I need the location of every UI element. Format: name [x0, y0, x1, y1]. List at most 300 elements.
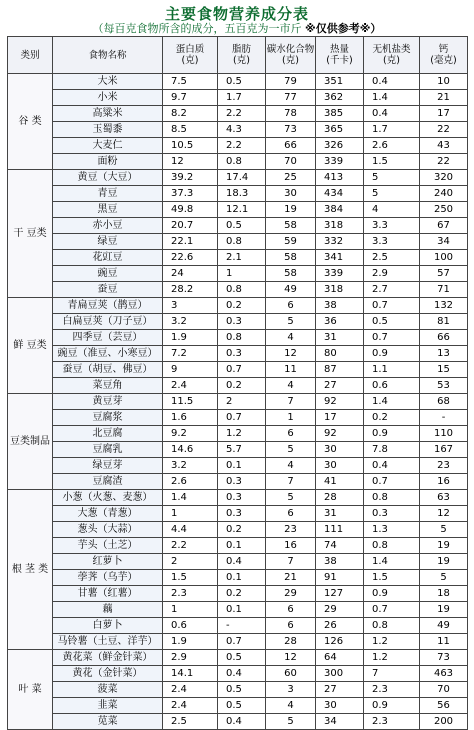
table-row	[8, 602, 468, 618]
value-cell: 384	[316, 202, 364, 218]
value-cell: 2.5	[364, 250, 420, 266]
value-cell: 38	[316, 554, 364, 570]
food-name-cell: 甘薯（红薯）	[53, 586, 163, 602]
value-cell: 0.1	[218, 602, 266, 618]
table-row	[8, 266, 468, 282]
value-cell: 30	[316, 698, 364, 714]
value-cell: 66	[420, 330, 468, 346]
value-cell: 12	[163, 154, 218, 170]
food-name-cell: 韭菜	[53, 698, 163, 714]
value-cell: 341	[316, 250, 364, 266]
value-cell: 22.1	[163, 234, 218, 250]
value-cell: 1.6	[163, 410, 218, 426]
value-cell: 77	[266, 90, 316, 106]
food-name-cell: 藕	[53, 602, 163, 618]
value-cell: 19	[420, 602, 468, 618]
value-cell: 14.6	[163, 442, 218, 458]
column-header: 热量 (千卡)	[316, 37, 364, 74]
value-cell: 22	[420, 122, 468, 138]
value-cell: 339	[316, 154, 364, 170]
value-cell: 12	[266, 650, 316, 666]
food-name-cell: 大米	[53, 74, 163, 90]
value-cell: 2.6	[364, 138, 420, 154]
value-cell: 25	[266, 170, 316, 186]
food-name-cell: 面粉	[53, 154, 163, 170]
value-cell: 73	[266, 122, 316, 138]
food-name-cell: 黄豆芽	[53, 394, 163, 410]
category-cell: 干 豆类	[8, 170, 53, 298]
value-cell: 4	[364, 202, 420, 218]
food-name-cell: 花豇豆	[53, 250, 163, 266]
value-cell: 20.7	[163, 218, 218, 234]
value-cell: 3.2	[163, 458, 218, 474]
value-cell: 318	[316, 218, 364, 234]
value-cell: 2.9	[163, 650, 218, 666]
value-cell: 24	[163, 266, 218, 282]
value-cell: 12	[420, 506, 468, 522]
value-cell: 22	[420, 154, 468, 170]
value-cell: 0.9	[364, 346, 420, 362]
value-cell: 19	[266, 202, 316, 218]
value-cell: -	[218, 618, 266, 634]
value-cell: 8.5	[163, 122, 218, 138]
food-name-cell: 豌豆（准豆、小寒豆）	[53, 346, 163, 362]
value-cell: 2.3	[364, 682, 420, 698]
column-header: 碳水化合物 (克)	[266, 37, 316, 74]
value-cell: 2.5	[163, 714, 218, 730]
food-name-cell: 北豆腐	[53, 426, 163, 442]
value-cell: 0.3	[218, 490, 266, 506]
food-name-cell: 黑豆	[53, 202, 163, 218]
food-name-cell: 苋菜	[53, 714, 163, 730]
value-cell: 11.5	[163, 394, 218, 410]
table-row	[8, 458, 468, 474]
value-cell: 23	[420, 458, 468, 474]
value-cell: 73	[420, 650, 468, 666]
table-row	[8, 154, 468, 170]
value-cell: 4	[266, 698, 316, 714]
table-row	[8, 570, 468, 586]
table-row	[8, 538, 468, 554]
value-cell: 38	[316, 298, 364, 314]
value-cell: 7	[266, 474, 316, 490]
food-name-cell: 菜豆角	[53, 378, 163, 394]
value-cell: 9.2	[163, 426, 218, 442]
food-name-cell: 蚕豆（胡豆、佛豆）	[53, 362, 163, 378]
value-cell: 37.3	[163, 186, 218, 202]
value-cell: 385	[316, 106, 364, 122]
table-row	[8, 234, 468, 250]
value-cell: 0.7	[364, 474, 420, 490]
table-row	[8, 586, 468, 602]
value-cell: 70	[420, 682, 468, 698]
value-cell: 6	[266, 506, 316, 522]
value-cell: 0.1	[218, 538, 266, 554]
value-cell: 64	[316, 650, 364, 666]
value-cell: 127	[316, 586, 364, 602]
value-cell: 1.9	[163, 330, 218, 346]
table-row	[8, 106, 468, 122]
value-cell: 339	[316, 266, 364, 282]
food-name-cell: 青豆	[53, 186, 163, 202]
value-cell: 434	[316, 186, 364, 202]
value-cell: 9	[163, 362, 218, 378]
value-cell: 68	[420, 394, 468, 410]
food-name-cell: 菠菜	[53, 682, 163, 698]
value-cell: 240	[420, 186, 468, 202]
value-cell: 167	[420, 442, 468, 458]
value-cell: 17	[316, 410, 364, 426]
value-cell: 21	[266, 570, 316, 586]
value-cell: 43	[420, 138, 468, 154]
value-cell: 0.8	[218, 330, 266, 346]
food-name-cell: 黄豆（大豆）	[53, 170, 163, 186]
value-cell: 26	[316, 618, 364, 634]
value-cell: 16	[420, 474, 468, 490]
table-row	[8, 522, 468, 538]
value-cell: 2.4	[163, 682, 218, 698]
table-row	[8, 506, 468, 522]
food-name-cell: 葱头（大蒜）	[53, 522, 163, 538]
value-cell: 362	[316, 90, 364, 106]
header-row	[8, 37, 468, 74]
value-cell: 19	[420, 538, 468, 554]
value-cell: 7	[266, 554, 316, 570]
food-name-cell: 小葱（火葱、麦葱）	[53, 490, 163, 506]
value-cell: 1.3	[364, 522, 420, 538]
value-cell: 0.8	[364, 490, 420, 506]
table-row	[8, 362, 468, 378]
value-cell: 81	[420, 314, 468, 330]
value-cell: 0.2	[218, 522, 266, 538]
table-row	[8, 714, 468, 730]
table-body	[8, 74, 468, 730]
value-cell: 110	[420, 426, 468, 442]
value-cell: 0.9	[364, 426, 420, 442]
column-header: 食物名称	[53, 37, 163, 74]
column-header: 类别	[8, 37, 53, 74]
value-cell: 1.2	[364, 634, 420, 650]
value-cell: 31	[316, 330, 364, 346]
category-cell: 豆类制品	[8, 394, 53, 490]
food-name-cell: 豆腐乳	[53, 442, 163, 458]
value-cell: 111	[316, 522, 364, 538]
food-name-cell: 大葱（青葱）	[53, 506, 163, 522]
food-name-cell: 小米	[53, 90, 163, 106]
value-cell: 1.7	[364, 122, 420, 138]
value-cell: 1	[266, 410, 316, 426]
value-cell: 0.7	[218, 362, 266, 378]
food-name-cell: 荸荠（乌芋）	[53, 570, 163, 586]
value-cell: 8.2	[163, 106, 218, 122]
table-row	[8, 186, 468, 202]
value-cell: 49.8	[163, 202, 218, 218]
value-cell: 28	[266, 634, 316, 650]
value-cell: 463	[420, 666, 468, 682]
value-cell: 11	[266, 362, 316, 378]
value-cell: 2.9	[364, 266, 420, 282]
value-cell: 0.3	[218, 314, 266, 330]
table-row	[8, 314, 468, 330]
value-cell: 0.3	[218, 474, 266, 490]
value-cell: 1.9	[163, 634, 218, 650]
value-cell: 4.3	[218, 122, 266, 138]
value-cell: 7.5	[163, 74, 218, 90]
value-cell: 27	[316, 378, 364, 394]
value-cell: 0.7	[218, 634, 266, 650]
table-row	[8, 138, 468, 154]
value-cell: 0.2	[364, 410, 420, 426]
food-name-cell: 黄花（金针菜）	[53, 666, 163, 682]
value-cell: 28.2	[163, 282, 218, 298]
value-cell: 12	[266, 346, 316, 362]
value-cell: 2.2	[218, 138, 266, 154]
table-row	[8, 378, 468, 394]
value-cell: 4	[266, 378, 316, 394]
value-cell: 22.6	[163, 250, 218, 266]
value-cell: 0.8	[218, 282, 266, 298]
value-cell: 30	[316, 442, 364, 458]
value-cell: 4.4	[163, 522, 218, 538]
value-cell: 351	[316, 74, 364, 90]
table-row	[8, 698, 468, 714]
table-row	[8, 202, 468, 218]
value-cell: 6	[266, 618, 316, 634]
value-cell: -	[420, 410, 468, 426]
value-cell: 0.2	[218, 378, 266, 394]
table-row	[8, 474, 468, 490]
value-cell: 1.5	[163, 570, 218, 586]
value-cell: 0.4	[218, 554, 266, 570]
value-cell: 17.4	[218, 170, 266, 186]
value-cell: 6	[266, 298, 316, 314]
value-cell: 58	[266, 250, 316, 266]
column-header: 脂肪 (克)	[218, 37, 266, 74]
value-cell: 2.6	[163, 474, 218, 490]
value-cell: 56	[420, 698, 468, 714]
value-cell: 10.5	[163, 138, 218, 154]
value-cell: 5	[266, 314, 316, 330]
value-cell: 87	[316, 362, 364, 378]
nutrition-table	[7, 36, 468, 730]
table-row	[8, 394, 468, 410]
value-cell: 19	[420, 554, 468, 570]
value-cell: 57	[420, 266, 468, 282]
table-row	[8, 426, 468, 442]
value-cell: 34	[316, 714, 364, 730]
value-cell: 0.5	[218, 698, 266, 714]
value-cell: 21	[420, 90, 468, 106]
table-row	[8, 346, 468, 362]
value-cell: 0.5	[218, 682, 266, 698]
value-cell: 250	[420, 202, 468, 218]
value-cell: 6	[266, 602, 316, 618]
table-row	[8, 618, 468, 634]
food-name-cell: 绿豆	[53, 234, 163, 250]
value-cell: 1.1	[364, 362, 420, 378]
value-cell: 300	[316, 666, 364, 682]
value-cell: 100	[420, 250, 468, 266]
value-cell: 326	[316, 138, 364, 154]
page-subtitle	[0, 20, 474, 36]
value-cell: 2.2	[163, 538, 218, 554]
value-cell: 332	[316, 234, 364, 250]
value-cell: 3	[266, 682, 316, 698]
table-row	[8, 250, 468, 266]
value-cell: 2.3	[364, 714, 420, 730]
value-cell: 3	[163, 298, 218, 314]
value-cell: 3.3	[364, 218, 420, 234]
value-cell: 7.2	[163, 346, 218, 362]
value-cell: 27	[316, 682, 364, 698]
value-cell: 0.8	[218, 154, 266, 170]
value-cell: 10	[420, 74, 468, 90]
table-row	[8, 650, 468, 666]
table-row	[8, 634, 468, 650]
value-cell: 1.4	[163, 490, 218, 506]
value-cell: 60	[266, 666, 316, 682]
category-cell: 叶 菜	[8, 650, 53, 730]
table-row	[8, 170, 468, 186]
value-cell: 49	[420, 618, 468, 634]
value-cell: 29	[316, 602, 364, 618]
value-cell: 0.5	[218, 650, 266, 666]
page-title: 主要食物营养成分表	[164, 5, 309, 23]
value-cell: 5.7	[218, 442, 266, 458]
value-cell: 0.6	[163, 618, 218, 634]
value-cell: 2.2	[218, 106, 266, 122]
value-cell: 70	[266, 154, 316, 170]
subtitle-note: ※仅供参考※）	[305, 22, 382, 35]
food-name-cell: 大麦仁	[53, 138, 163, 154]
food-name-cell: 赤小豆	[53, 218, 163, 234]
value-cell: 0.7	[364, 330, 420, 346]
value-cell: 413	[316, 170, 364, 186]
value-cell: 66	[266, 138, 316, 154]
value-cell: 4	[266, 330, 316, 346]
value-cell: 1	[163, 506, 218, 522]
column-header: 无机盐类 (克)	[364, 37, 420, 74]
food-name-cell: 芋头（土芝）	[53, 538, 163, 554]
value-cell: 0.4	[364, 458, 420, 474]
value-cell: 0.7	[364, 602, 420, 618]
value-cell: 5	[266, 714, 316, 730]
food-name-cell: 白萝卜	[53, 618, 163, 634]
value-cell: 0.3	[364, 506, 420, 522]
value-cell: 18.3	[218, 186, 266, 202]
value-cell: 5	[266, 442, 316, 458]
value-cell: 0.8	[364, 538, 420, 554]
value-cell: 30	[316, 458, 364, 474]
value-cell: 1.5	[364, 154, 420, 170]
table-row	[8, 666, 468, 682]
value-cell: 0.5	[218, 74, 266, 90]
table-row	[8, 218, 468, 234]
food-name-cell: 绿豆芽	[53, 458, 163, 474]
value-cell: 59	[266, 234, 316, 250]
value-cell: 1.4	[364, 394, 420, 410]
value-cell: 1.4	[364, 554, 420, 570]
table-row	[8, 682, 468, 698]
value-cell: 17	[420, 106, 468, 122]
value-cell: 92	[316, 426, 364, 442]
table-row	[8, 282, 468, 298]
value-cell: 1.2	[364, 650, 420, 666]
table-row	[8, 74, 468, 90]
value-cell: 53	[420, 378, 468, 394]
value-cell: 0.8	[364, 618, 420, 634]
value-cell: 0.3	[218, 346, 266, 362]
value-cell: 2.1	[218, 250, 266, 266]
value-cell: 0.4	[364, 106, 420, 122]
value-cell: 58	[266, 218, 316, 234]
value-cell: 3.3	[364, 234, 420, 250]
value-cell: 1.5	[364, 570, 420, 586]
value-cell: 0.7	[364, 298, 420, 314]
value-cell: 11	[420, 634, 468, 650]
value-cell: 0.9	[364, 698, 420, 714]
value-cell: 5	[420, 570, 468, 586]
value-cell: 2.4	[163, 698, 218, 714]
food-name-cell: 青扁豆荚（鹊豆）	[53, 298, 163, 314]
table-row	[8, 554, 468, 570]
value-cell: 28	[316, 490, 364, 506]
value-cell: 200	[420, 714, 468, 730]
value-cell: 80	[316, 346, 364, 362]
value-cell: 2.7	[364, 282, 420, 298]
value-cell: 0.4	[218, 666, 266, 682]
value-cell: 34	[420, 234, 468, 250]
value-cell: 0.5	[364, 314, 420, 330]
column-header: 蛋白质 (克)	[163, 37, 218, 74]
food-name-cell: 黄花菜（鲜金针菜）	[53, 650, 163, 666]
value-cell: 2.3	[163, 586, 218, 602]
value-cell: 30	[266, 186, 316, 202]
value-cell: 41	[316, 474, 364, 490]
value-cell: 0.1	[218, 458, 266, 474]
value-cell: 12.1	[218, 202, 266, 218]
value-cell: 0.7	[218, 410, 266, 426]
value-cell: 3.2	[163, 314, 218, 330]
food-name-cell: 白扁豆荚（刀子豆）	[53, 314, 163, 330]
food-name-cell: 豌豆	[53, 266, 163, 282]
value-cell: 2.4	[163, 378, 218, 394]
table-row	[8, 442, 468, 458]
value-cell: 1.7	[218, 90, 266, 106]
value-cell: 7.8	[364, 442, 420, 458]
value-cell: 0.9	[364, 586, 420, 602]
food-name-cell: 豆腐渣	[53, 474, 163, 490]
value-cell: 23	[266, 522, 316, 538]
value-cell: 18	[420, 586, 468, 602]
value-cell: 0.2	[218, 586, 266, 602]
table-row	[8, 298, 468, 314]
value-cell: 39.2	[163, 170, 218, 186]
value-cell: 63	[420, 490, 468, 506]
value-cell: 16	[266, 538, 316, 554]
value-cell: 14.1	[163, 666, 218, 682]
table-row	[8, 90, 468, 106]
value-cell: 78	[266, 106, 316, 122]
table-row	[8, 122, 468, 138]
value-cell: 1.4	[364, 90, 420, 106]
value-cell: 0.4	[364, 74, 420, 90]
value-cell: 132	[420, 298, 468, 314]
food-name-cell: 马铃薯（土豆、洋芋）	[53, 634, 163, 650]
category-cell: 谷 类	[8, 74, 53, 170]
value-cell: 79	[266, 74, 316, 90]
value-cell: 31	[316, 506, 364, 522]
